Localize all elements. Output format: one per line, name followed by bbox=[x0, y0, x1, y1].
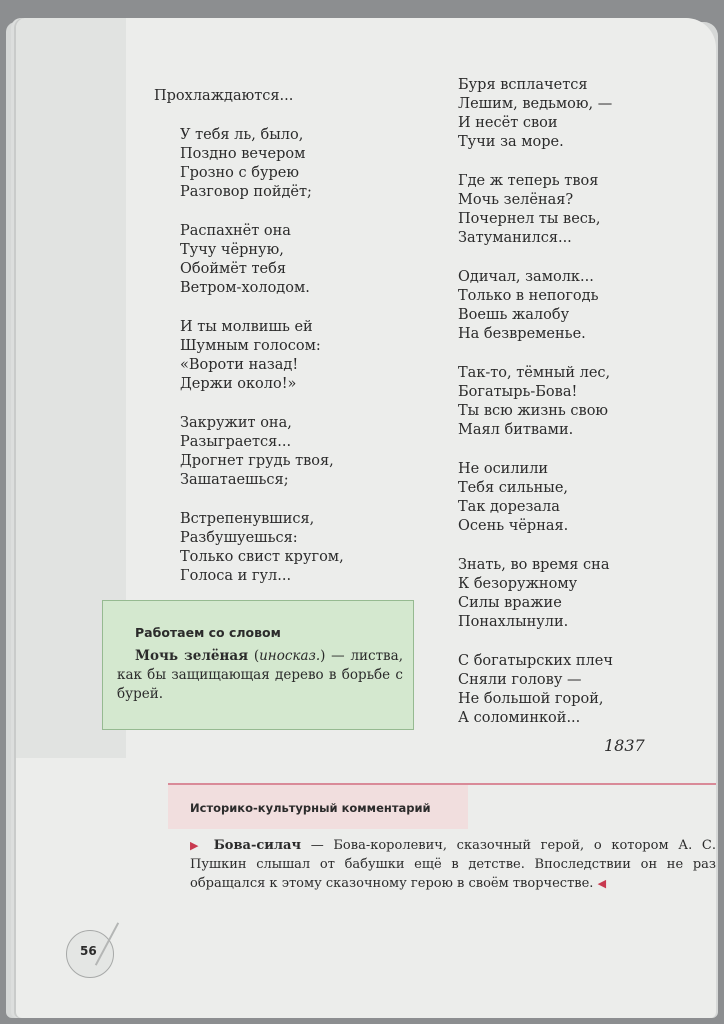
poem-line: Так дорезала bbox=[458, 499, 560, 515]
poem-stanza bbox=[458, 364, 613, 440]
poem-line: Встрепенувшися, bbox=[180, 511, 315, 527]
poem-line: Разыграется... bbox=[180, 434, 292, 450]
poem-line: Обоймёт тебя bbox=[180, 261, 286, 277]
poem-line: Затуманился... bbox=[458, 230, 572, 246]
poem-line: Маял битвами. bbox=[458, 422, 574, 438]
poem-line: Только в непогодь bbox=[458, 288, 599, 304]
word-study-term: Мочь зелёная bbox=[135, 648, 249, 664]
word-study-text: листва, как бы защищающая дерево в борьбе с бурей. bbox=[117, 648, 403, 702]
poem-line: Разбушуешься: bbox=[180, 530, 298, 546]
poem-stanza bbox=[180, 510, 344, 586]
poem-stanza bbox=[458, 460, 613, 536]
commentary-title: Историко-культурный комментарий bbox=[190, 801, 431, 815]
poem-line: Лешим, ведьмою, — bbox=[458, 96, 613, 112]
poem-line: Воешь жалобу bbox=[458, 307, 570, 323]
poem-line: Сняли голову — bbox=[458, 672, 582, 688]
word-study-note: иносказ. bbox=[259, 648, 321, 664]
poem-line: Осень чёрная. bbox=[458, 518, 569, 534]
poem-left-column bbox=[180, 126, 344, 606]
poem-line: И ты молвишь ей bbox=[180, 319, 313, 335]
poem-line: Только свист кругом, bbox=[180, 549, 344, 565]
poem-line: Распахнёт она bbox=[180, 223, 291, 239]
commentary-term: Бова-силач bbox=[213, 838, 301, 853]
poem-line: Силы вражие bbox=[458, 595, 562, 611]
poem-stanza bbox=[458, 172, 613, 248]
poem-line: Понахлынули. bbox=[458, 614, 569, 630]
poem-stanza bbox=[180, 414, 344, 490]
poem-line: Богатырь-Бова! bbox=[458, 384, 578, 400]
poem-line: Мочь зелёная? bbox=[458, 192, 574, 208]
poem-line: И несёт свои bbox=[458, 115, 558, 131]
poem-line: Так-то, тёмный лес, bbox=[458, 365, 611, 381]
commentary-end-marker-icon: ◀ bbox=[597, 877, 607, 890]
poem-line: Тучу чёрную, bbox=[180, 242, 284, 258]
poem-line: «Вороти назад! bbox=[180, 357, 299, 373]
poem-line: Одичал, замолк... bbox=[458, 269, 594, 285]
poem-line: Знать, во время сна bbox=[458, 557, 610, 573]
poem-line: Голоса и гул... bbox=[180, 568, 292, 584]
poem-line: Не осилили bbox=[458, 461, 549, 477]
poem-line: Ветром-холодом. bbox=[180, 280, 310, 296]
poem-stanza bbox=[458, 268, 613, 344]
poem-line: Тучи за море. bbox=[458, 134, 564, 150]
poem-line: С богатырских плеч bbox=[458, 653, 613, 669]
poem-line: Тебя сильные, bbox=[458, 480, 569, 496]
poem-line: Буря всплачется bbox=[458, 77, 588, 93]
poem-line: Дрогнет грудь твоя, bbox=[180, 453, 334, 469]
poem-intro-line: Прохлаждаются... bbox=[154, 88, 294, 104]
poem-line: Шумным голосом: bbox=[180, 338, 321, 354]
poem-line: Держи около!» bbox=[180, 376, 297, 392]
commentary-text: — Бова-королевич, сказочный герой, о котором А. С. Пушкин слышал от бабушки ещё в детстве. Впоследствии он не раз обращался к этому сказочному герою в своём творчестве. bbox=[190, 838, 716, 891]
commentary-start-marker-icon: ▶ bbox=[190, 839, 205, 852]
poem-stanza bbox=[458, 652, 613, 728]
poem-line: На безвременье. bbox=[458, 326, 586, 342]
poem-line: Не большой горой, bbox=[458, 691, 604, 707]
poem-line: А соломинкой... bbox=[458, 710, 581, 726]
word-study-box bbox=[102, 600, 414, 730]
poem-line: К безоружному bbox=[458, 576, 578, 592]
poem-line: Почернел ты весь, bbox=[458, 211, 601, 227]
poem-stanza bbox=[458, 556, 613, 632]
poem-line: Зашатаешься; bbox=[180, 472, 289, 488]
poem-year: 1837 bbox=[604, 736, 645, 755]
poem-right-column bbox=[458, 76, 613, 748]
poem-line: Закружит она, bbox=[180, 415, 292, 431]
poem-line: Где ж теперь твоя bbox=[458, 173, 599, 189]
poem-line: Поздно вечером bbox=[180, 146, 306, 162]
poem-line: Разговор пойдёт; bbox=[180, 184, 312, 200]
poem-line: У тебя ль, было, bbox=[180, 127, 304, 143]
poem-stanza bbox=[180, 126, 344, 202]
poem-line: Грозно с бурею bbox=[180, 165, 300, 181]
commentary-body bbox=[190, 836, 716, 893]
poem-stanza bbox=[180, 222, 344, 298]
poem-line: Ты всю жизнь свою bbox=[458, 403, 609, 419]
word-study-title: Работаем со словом bbox=[135, 625, 281, 640]
poem-stanza bbox=[458, 76, 613, 152]
word-study-definition: Мочь зелёная (иносказ.) — листва, как бы защищающая дерево в борьбе с бурей. bbox=[117, 648, 403, 702]
page-number: 56 bbox=[80, 944, 97, 958]
poem-stanza bbox=[180, 318, 344, 394]
